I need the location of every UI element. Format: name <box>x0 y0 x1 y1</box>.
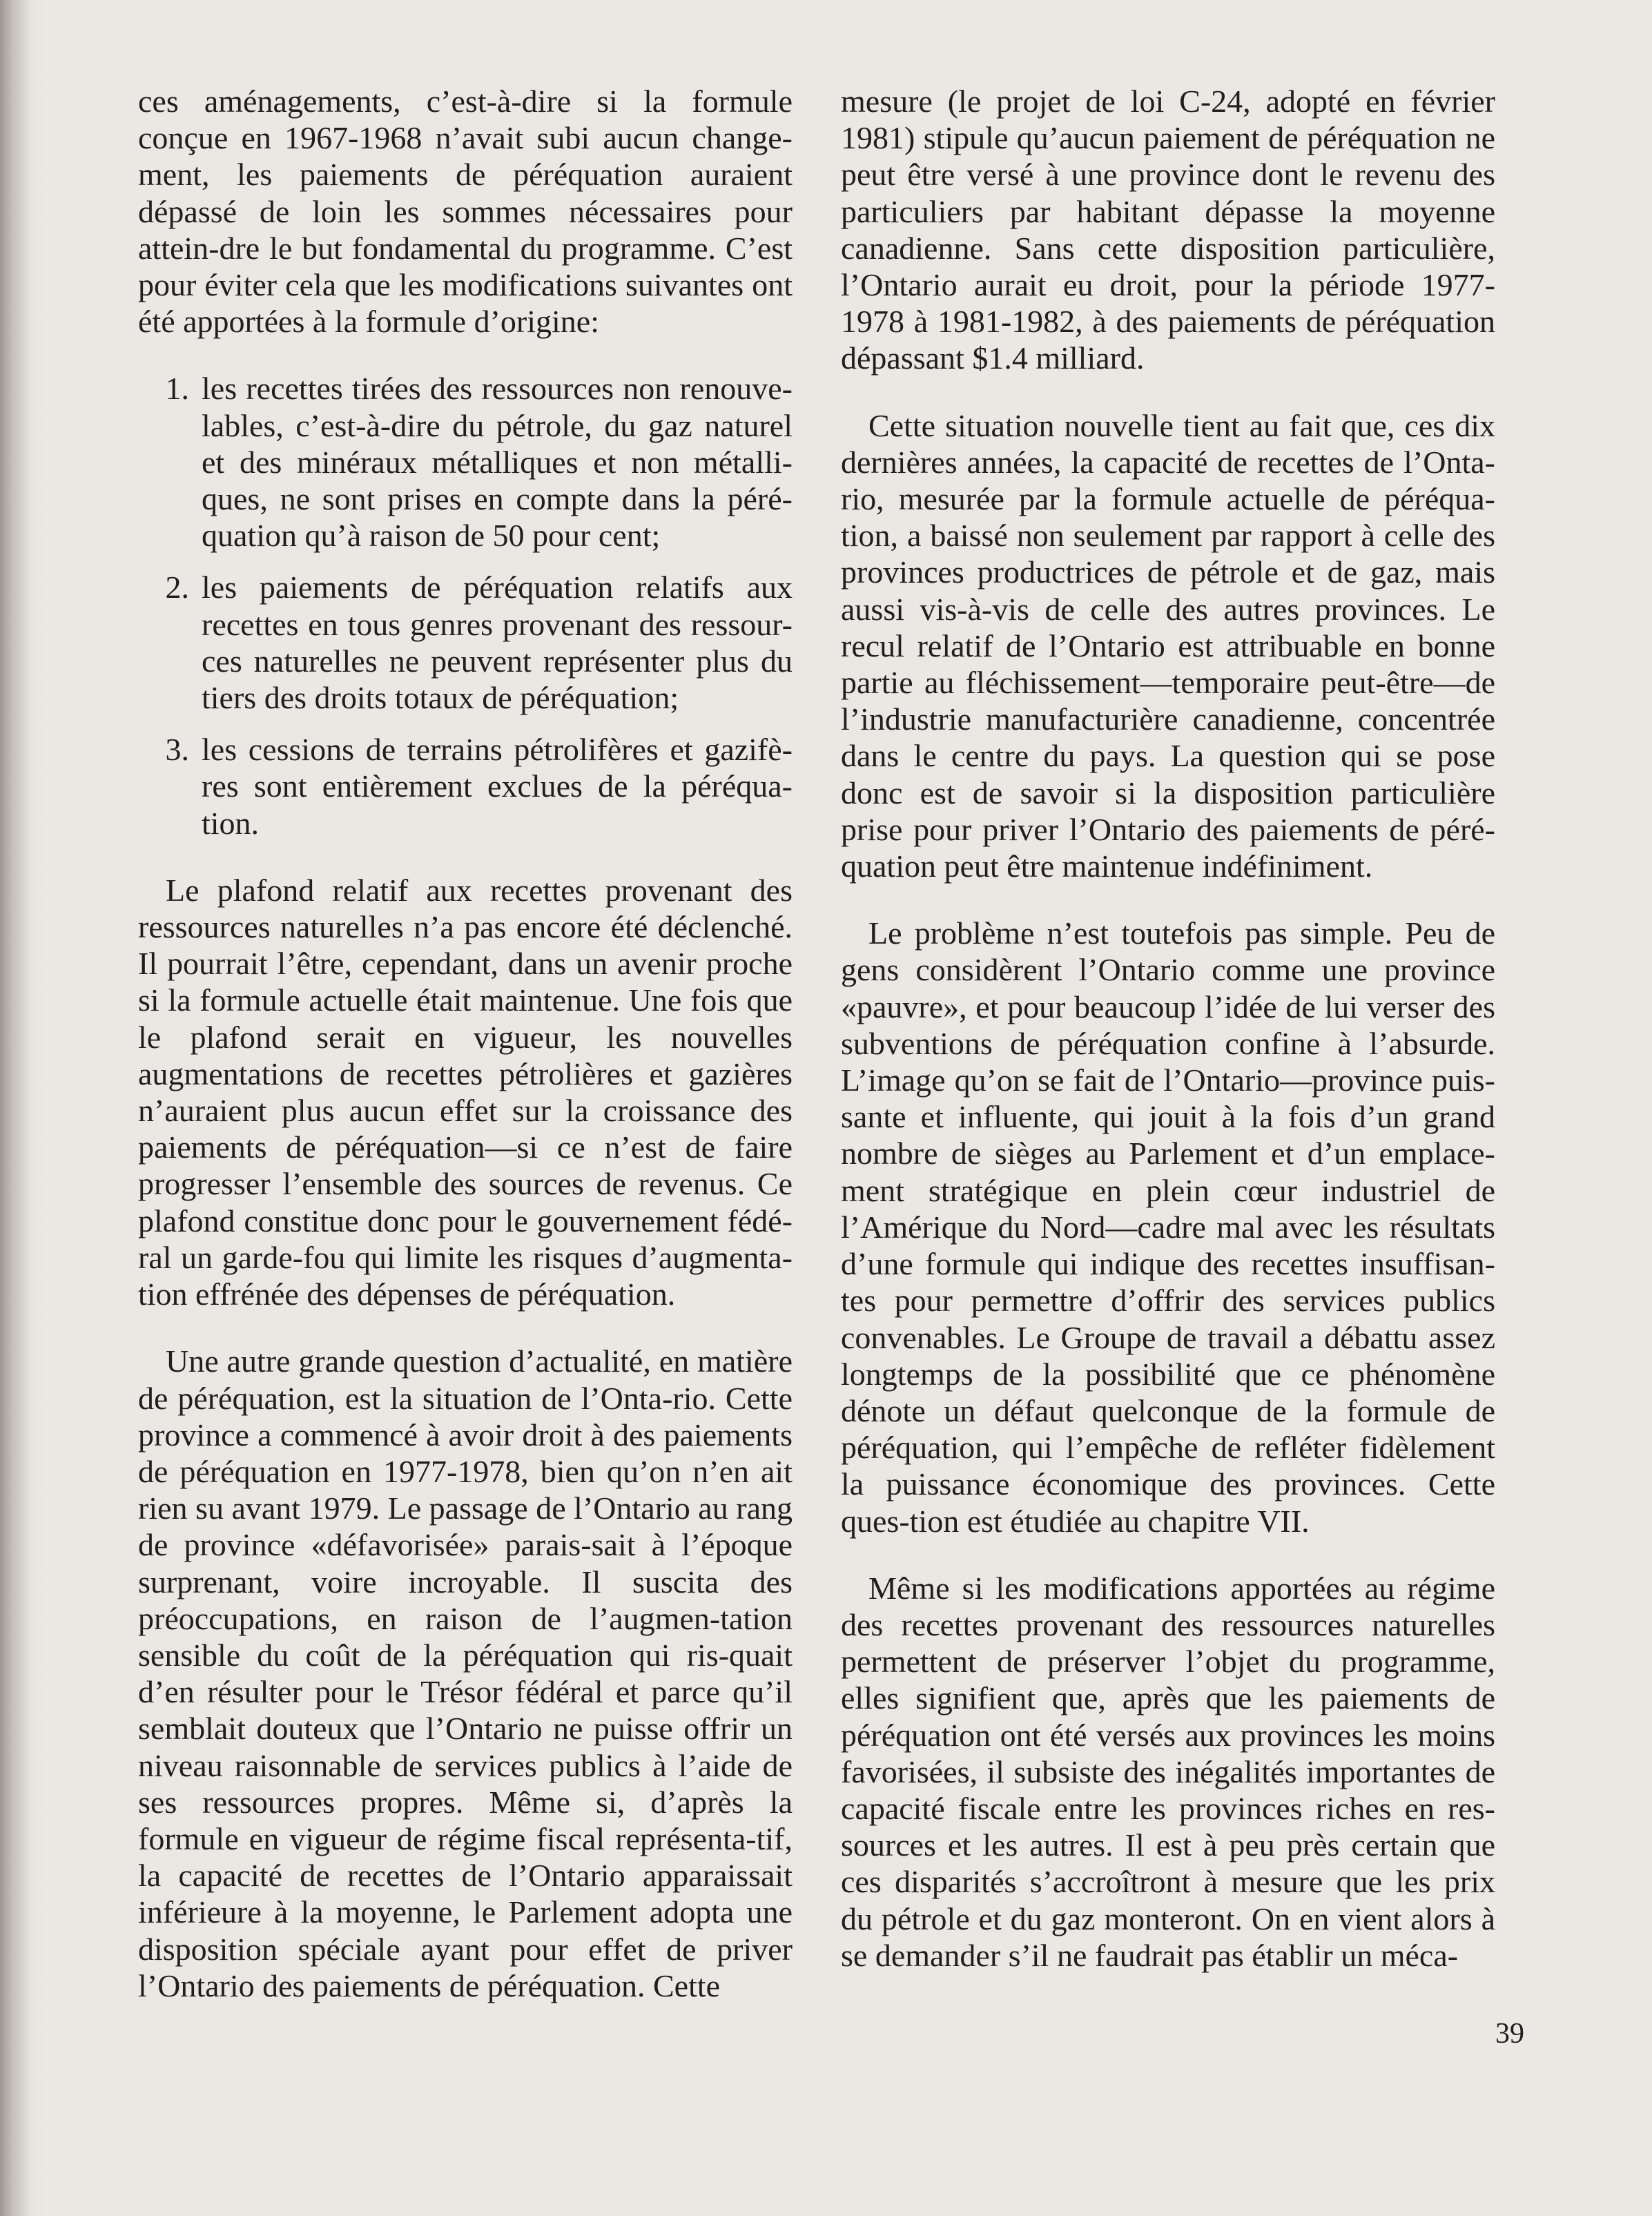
list-item-number: 1. <box>165 371 189 407</box>
right-column <box>841 83 1495 2004</box>
paragraph-situation: Cette situation nouvelle tient au fait que, ces dix dernières années, la capacité de recettes de l’Onta-rio, mesurée par la formule actuelle de péréqua-tion, a baissé non seulement par rapport à celle des provinces productrices de pétrole et de gaz, mais aussi vis-à-vis de celle des autres provinces. Le recul relatif de l’Ontario est attribuable en bonne partie au fléchissement—temporaire peut-être—de l’industrie manufacturière canadienne, concentrée dans le centre du pays. La question qui se pose donc est de savoir si la disposition particulière prise pour priver l’Ontario des paiements de péré-quation peut être maintenue indéfiniment. <box>841 407 1495 884</box>
binding-shadow <box>0 0 32 2216</box>
list-item-number: 2. <box>165 570 189 605</box>
left-column <box>138 83 793 2034</box>
list-item-number: 3. <box>165 732 189 768</box>
paragraph-meme: Même si les modifications apportées au régime des recettes provenant des ressources naturelles permettent de préserver l’objet du programme, elles signifient que, après que les paiements de péréquation ont été versés aux provinces les moins favorisées, il subsiste des inégalités importantes de capacité fiscale entre les provinces riches en res-sources et les autres. Il est à peu près certain que ces disparités s’accroîtront à mesure que les prix du pétrole et du gaz monteront. On en vient alors à se demander s’il ne faudrait pas établir un méca- <box>841 1570 1495 1973</box>
list-item-text: les paiements de péréquation relatifs aux recettes en tous genres provenant des ressour-ces naturelles ne peuvent représenter plus du tiers des droits totaux de péréquation; <box>202 570 793 716</box>
list-item <box>138 569 793 716</box>
list-item <box>138 731 793 842</box>
paragraph-intro: ces aménagements, c’est-à-dire si la formule conçue en 1967-1968 n’avait subi aucun change-ment, les paiements de péréquation auraient dépassé de loin les sommes nécessaires pour attein-dre le but fondamental du programme. C’est pour éviter cela que les modifications suivantes ont été apportées à la formule d’origine: <box>138 84 793 340</box>
page-number: 39 <box>1495 2018 1524 2050</box>
list-item-text: les cessions de terrains pétrolifères et gazifè-res sont entièrement exclues de la péréqua-tion. <box>202 732 793 841</box>
amendments-list <box>138 370 793 841</box>
paragraph-ontario: Une autre grande question d’actualité, en matière de péréquation, est la situation de l’Onta-rio. Cette province a commencé à avoir droit à des paiements de péréquation en 1977-1978, bien qu’on n’en ait rien su avant 1979. Le passage de l’Ontario au rang de province «défavorisée» parais-sait à l’époque surprenant, voire incroyable. Il suscita des préoccupations, en raison de l’augmen-tation sensible du coût de la péréquation qui ris-quait d’en résulter pour le Trésor fédéral et parce qu’il semblait douteux que l’Ontario ne puisse offrir un niveau raisonnable de services publics à l’aide de ses ressources propres. Même si, d’après la formule en vigueur de régime fiscal représenta-tif, la capacité de recettes de l’Ontario apparaissait inférieure à la moyenne, le Parlement adopta une disposition spéciale ayant pour effet de priver l’Ontario des paiements de péréquation. Cette <box>138 1343 793 2003</box>
list-item <box>138 370 793 554</box>
paragraph-plafond: Le plafond relatif aux recettes provenant des ressources naturelles n’a pas encore été déclenché. Il pourrait l’être, cependant, dans un avenir proche si la formule actuelle était maintenue. Une fois que le plafond serait en vigueur, les nouvelles augmentations de recettes pétrolières et gazières n’auraient plus aucun effet sur la croissance des paiements de péréquation—si ce n’est de faire progresser l’ensemble des sources de revenus. Ce plafond constitue donc pour le gouvernement fédé-ral un garde-fou qui limite les risques d’augmenta-tion effrénée des dépenses de péréquation. <box>138 872 793 1312</box>
paragraph-mesure: mesure (le projet de loi C-24, adopté en février 1981) stipule qu’aucun paiement de péréquation ne peut être versé à une province dont le revenu des particuliers par habitant dépasse la moyenne canadienne. Sans cette disposition particulière, l’Ontario aurait eu droit, pour la période 1977-1978 à 1981-1982, à des paiements de péréquation dépassant $1.4 milliard. <box>841 84 1495 376</box>
list-item-text: les recettes tirées des ressources non renouve-lables, c’est-à-dire du pétrole, du gaz naturel et des minéraux métalliques et non métalli-ques, ne sont prises en compte dans la péré-quation qu’à raison de 50 pour cent; <box>202 371 793 554</box>
paragraph-probleme: Le problème n’est toutefois pas simple. Peu de gens considèrent l’Ontario comme une province «pauvre», et pour beaucoup l’idée de lui verser des subventions de péréquation confine à l’absurde. L’image qu’on se fait de l’Ontario—province puis-sante et influente, qui jouit à la fois d’un grand nombre de sièges au Parlement et d’un emplace-ment stratégique en plein cœur industriel de l’Amérique du Nord—cadre mal avec les résultats d’une formule qui indique des recettes insuffisan-tes pour permettre d’offrir des services publics convenables. Le Groupe de travail a débattu assez longtemps de la possibilité que ce phénomène dénote un défaut quelconque de la formule de péréquation, qui l’empêche de refléter fidèlement la puissance économique des provinces. Cette ques-tion est étudiée au chapitre VII. <box>841 915 1495 1539</box>
